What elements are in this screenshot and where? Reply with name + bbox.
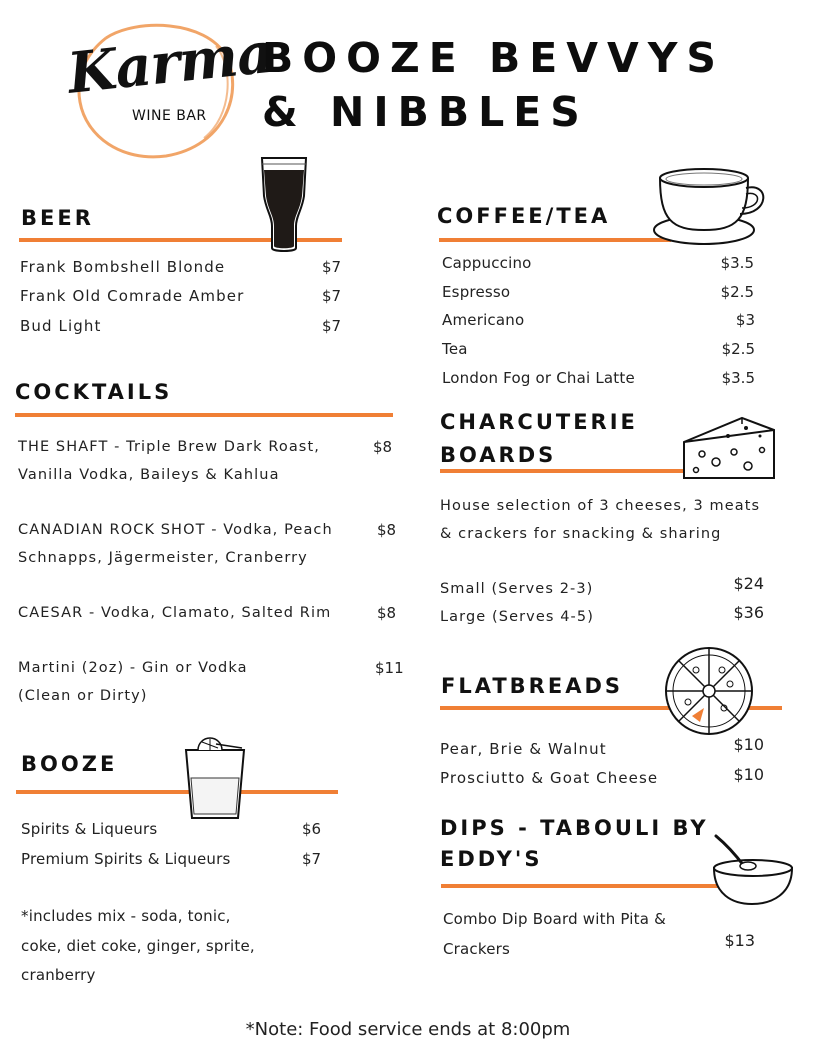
dips-heading-line1: DIPS - TABOULI BY <box>440 816 709 840</box>
coffee-item-price: $3.5 <box>721 369 755 387</box>
coffee-item-price: $2.5 <box>721 340 755 358</box>
logo-name: Karma <box>64 19 276 107</box>
cheese-icon <box>682 414 778 480</box>
beer-heading: BEER <box>21 206 94 230</box>
page-title-line1: BOOZE BEVVYS <box>262 34 725 82</box>
coffee-cup-icon <box>652 164 770 248</box>
dips-rule <box>441 884 721 888</box>
cocktail-item-line: THE SHAFT - Triple Brew Dark Roast, <box>18 439 320 455</box>
page-title-line2: & NIBBLES <box>262 88 589 136</box>
beer-item-price: $7 <box>322 287 342 305</box>
charcuterie-rule <box>440 469 684 473</box>
coffee-item-price: $2.5 <box>720 283 754 301</box>
charcuterie-item-name: Small (Serves 2-3) <box>440 581 594 597</box>
dips-item-line: Combo Dip Board with Pita & <box>443 910 667 928</box>
coffee-item-name: Tea <box>442 340 468 358</box>
cocktail-item-line: Vanilla Vodka, Baileys & Kahlua <box>18 467 280 483</box>
coffee-item-price: $3 <box>735 311 755 329</box>
charcuterie-item-price: $24 <box>733 574 764 593</box>
cocktail-item-line: CANADIAN ROCK SHOT - Vodka, Peach <box>18 522 333 538</box>
charcuterie-heading-line2: BOARDS <box>440 443 557 467</box>
coffee-item-name: Cappuccino <box>442 254 532 272</box>
cocktail-item-price: $8 <box>377 521 397 539</box>
coffee-rule <box>439 238 671 242</box>
beer-item-name: Frank Bombshell Blonde <box>20 258 226 276</box>
beer-item-name: Bud Light <box>20 317 102 335</box>
flatbreads-heading: FLATBREADS <box>441 674 624 698</box>
coffee-item-name: Espresso <box>442 283 511 301</box>
cocktail-item-price: $11 <box>375 659 404 677</box>
cocktail-item-line: Martini (2oz) - Gin or Vodka <box>18 660 248 676</box>
beer-item-name: Frank Old Comrade Amber <box>20 287 245 305</box>
booze-item-price: $6 <box>302 820 322 838</box>
logo-subtitle: WINE BAR <box>132 108 207 124</box>
charcuterie-description-line: House selection of 3 cheeses, 3 meats <box>440 498 761 514</box>
booze-item-name: Spirits & Liqueurs <box>21 820 158 838</box>
dips-item-price: $13 <box>724 931 755 950</box>
coffee-heading: COFFEE/TEA <box>437 204 611 228</box>
booze-item-name: Premium Spirits & Liqueurs <box>21 850 231 868</box>
booze-mix-note <box>21 902 255 991</box>
charcuterie-heading-line1: CHARCUTERIE <box>440 410 638 434</box>
booze-item-price: $7 <box>302 850 322 868</box>
flatbread-item-price: $10 <box>733 765 764 784</box>
booze-mix-note-line: *includes mix - soda, tonic, <box>21 907 231 925</box>
cocktail-item-price: $8 <box>377 604 397 622</box>
beer-item-price: $7 <box>322 317 342 335</box>
flatbread-item-price: $10 <box>733 735 764 754</box>
booze-heading: BOOZE <box>21 752 118 776</box>
beer-item-price: $7 <box>322 258 342 276</box>
dips-heading-line2: EDDY'S <box>440 847 543 871</box>
cocktail-item-line: (Clean or Dirty) <box>18 688 148 704</box>
flatbread-item-name: Prosciutto & Goat Cheese <box>440 769 659 787</box>
pizza-icon <box>664 646 754 736</box>
dips-item-line: Crackers <box>443 939 511 958</box>
booze-rule <box>16 790 338 794</box>
shot-glass-icon <box>182 736 248 822</box>
flatbread-item-name: Pear, Brie & Walnut <box>440 740 607 758</box>
charcuterie-item-price: $36 <box>733 603 764 622</box>
cocktail-item-price: $8 <box>373 438 393 456</box>
charcuterie-description <box>440 492 760 548</box>
charcuterie-item-name: Large (Serves 4-5) <box>440 609 594 625</box>
booze-mix-note-line: coke, diet coke, ginger, sprite, <box>21 936 255 955</box>
coffee-item-name: Americano <box>442 311 525 329</box>
cocktails-rule <box>15 413 393 417</box>
booze-mix-note-line: cranberry <box>21 966 96 984</box>
charcuterie-description-line: & crackers for snacking & sharing <box>440 526 722 542</box>
bowl-icon <box>708 832 798 908</box>
beer-glass-icon <box>258 156 310 256</box>
dips-item <box>443 905 666 964</box>
cocktails-heading: COCKTAILS <box>15 380 173 404</box>
coffee-item-name: London Fog or Chai Latte <box>442 369 635 387</box>
cocktail-item-line: CAESAR - Vodka, Clamato, Salted Rim <box>18 605 332 621</box>
cocktail-item-line: Schnapps, Jägermeister, Cranberry <box>18 550 308 566</box>
footer-note: *Note: Food service ends at 8:00pm <box>245 1019 571 1040</box>
coffee-item-price: $3.5 <box>720 254 754 272</box>
